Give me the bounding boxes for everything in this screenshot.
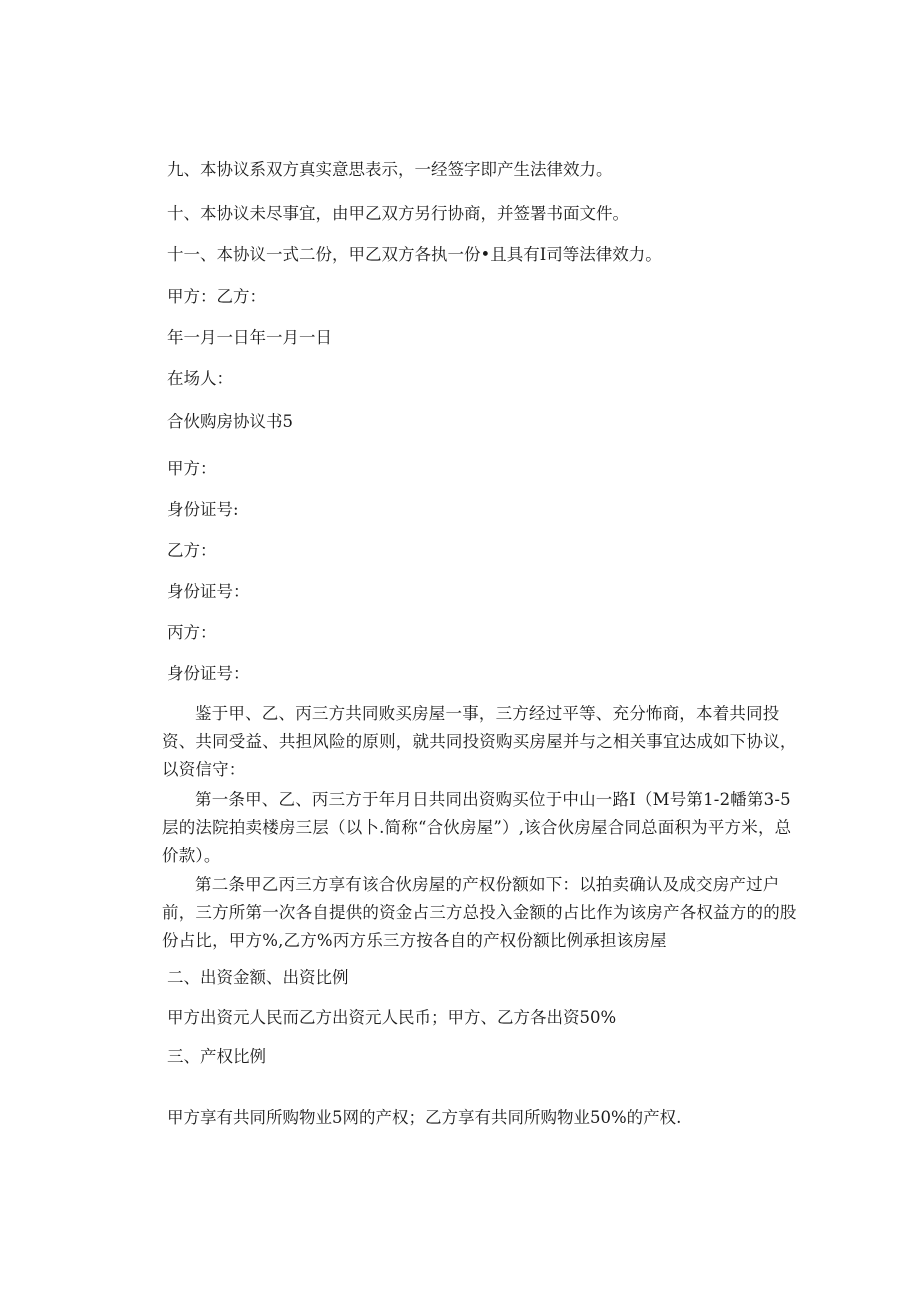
section-three-text: 甲方享有共同所购物业5网的产权；乙方享有共同所购物业50%的产权. <box>167 1108 682 1127</box>
second-agreement-title: 合伙购房协议书5 <box>167 412 293 431</box>
signature-line: 甲方：乙方： <box>167 287 266 306</box>
clause-nine: 九、本协议系双方真实意思表示，一经签字即产生法律效力。 <box>167 160 613 179</box>
party-c-id-label: 身份证号： <box>167 664 250 683</box>
witness-line: 在场人： <box>167 369 233 388</box>
article-one-paragraph: 第一条甲、乙、丙三方于年月日共同出资购买位于中山一路I（M号第1-2幡第3-5层的法院拍卖楼房三层（以卜.简称“合伙房屋”）,该合伙房屋合同总面积为平方米，总价款）。 <box>162 790 792 865</box>
preamble-paragraph: 鉴于甲、乙、丙三方共同败买房屋一事，三方经过平等、充分怖商，本着共同投资、共同受益、共担风险的原则，就共同投资购买房屋并与之相关事宜达成如下协议，以资信守： <box>162 704 797 779</box>
clause-eleven: 十一、本协议一式二份，甲乙双方各执一份•且具有I司等法律效力。 <box>167 245 662 264</box>
clause-ten: 十、本协议未尽事宜，由甲乙双方另行协商，并签署书面文件。 <box>167 204 629 223</box>
section-three-heading: 三、产权比例 <box>167 1047 266 1066</box>
section-two-text: 甲方出资元人民而乙方出资元人民币；甲方、乙方各出资50% <box>167 1008 617 1027</box>
party-c-label: 丙方： <box>167 623 217 642</box>
section-two-heading: 二、出资金额、出资比例 <box>167 968 349 987</box>
party-a-id-label: 身份证号: <box>167 500 239 519</box>
party-b-id-label: 身份证号： <box>167 582 250 601</box>
date-line: 年一月一日年一月一日 <box>167 328 332 347</box>
article-two-paragraph: 第二条甲乙丙三方享有该合伙房屋的产权份额如下：以拍卖确认及成交房产过户前，三方所第一次各自提供的资金占三方总投入金额的占比作为该房产各权益方的的股份占比，甲方%,乙方%丙方乐三方按各自的产权份额比例承担该房屋 <box>162 875 797 950</box>
party-a-label: 甲方： <box>167 459 217 478</box>
party-b-label: 乙方： <box>167 541 217 560</box>
